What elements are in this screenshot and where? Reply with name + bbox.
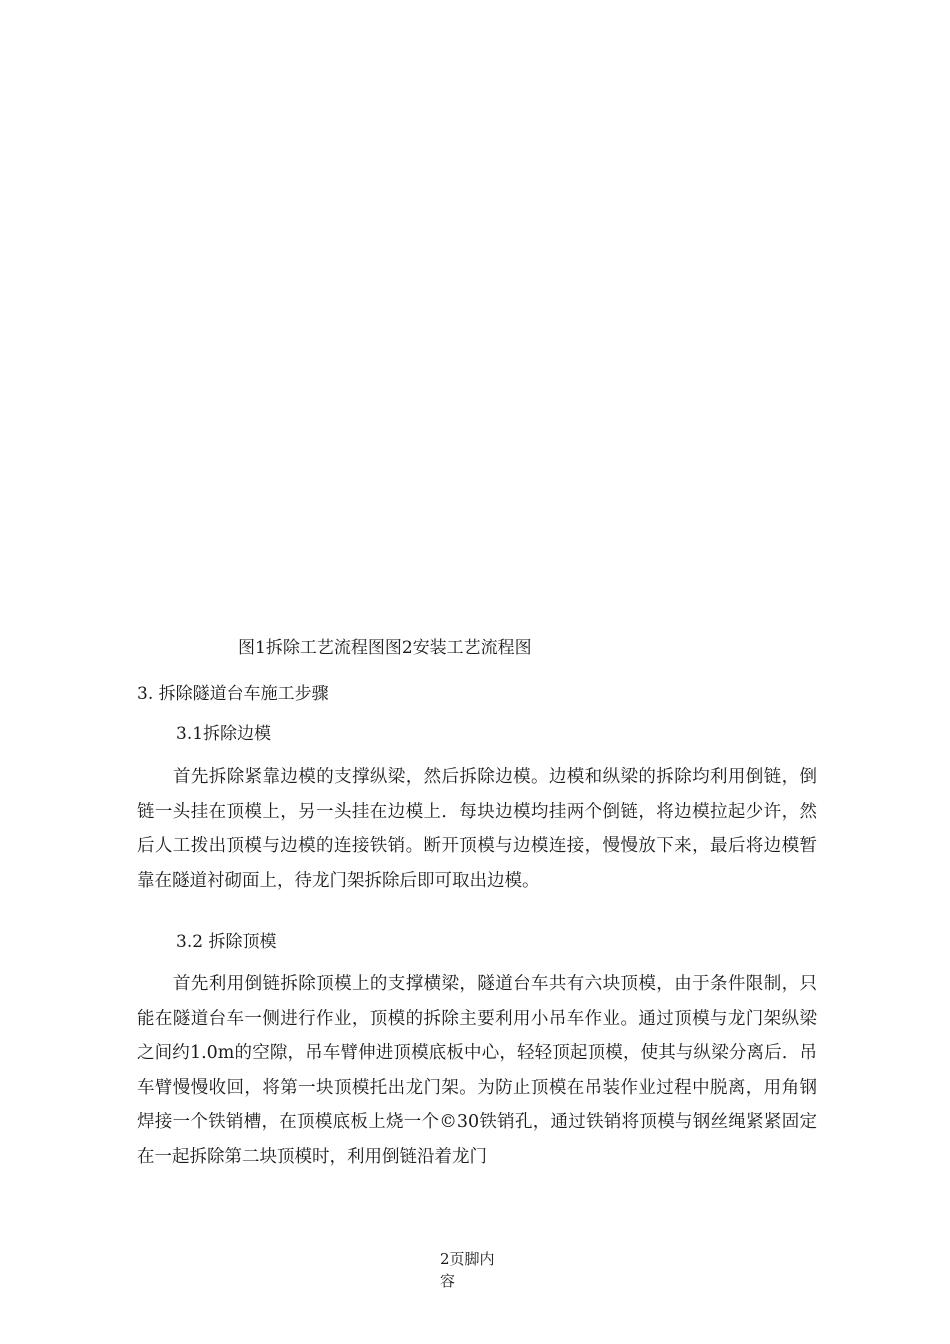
figure-caption: 图1拆除工艺流程图图2安装工艺流程图	[238, 638, 532, 658]
paragraph-side-forms: 首先拆除紧靠边模的支撑纵梁，然后拆除边模。边模和纵梁的拆除均利用倒链，倒链一头挂在顶模上，另一头挂在边模上．每块边模均挂两个倒链，将边模拉起少许，然后人工拨出顶模与边模的连接铁销。断开顶模与边模连接，慢慢放下来，最后将边模暂靠在隧道衬砌面上，待龙门架拆除后即可取出边模。	[137, 767, 817, 891]
subsection-title-top-forms: 3.2 拆除顶模	[176, 932, 277, 952]
page-footer	[440, 1248, 510, 1292]
footer-line-1: 2页脚内	[440, 1250, 495, 1268]
subsection-title-side-forms: 3.1拆除边模	[176, 724, 272, 744]
footer-line-2: 容	[440, 1272, 456, 1290]
section-heading: 3. 拆除隧道台车施工步骤	[137, 684, 329, 704]
paragraph-top-forms: 首先利用倒链拆除顶模上的支撑横梁，隧道台车共有六块顶模，由于条件限制，只能在隧道台车一侧进行作业，顶模的拆除主要利用小吊车作业。通过顶模与龙门架纵梁之间约1.0m的空隙，吊车臂伸进顶模底板中心，轻轻顶起顶模，使其与纵梁分离后．吊车臂慢慢收回，将第一块顶模托出龙门架。为防止顶模在吊装作业过程中脱离，用角钢焊接一个铁销槽，在顶模底板上烧一个©30铁销孔，通过铁销将顶模与钢丝绳紧紧固定在一起拆除第二块顶模时，利用倒链沿着龙门	[137, 974, 817, 1167]
